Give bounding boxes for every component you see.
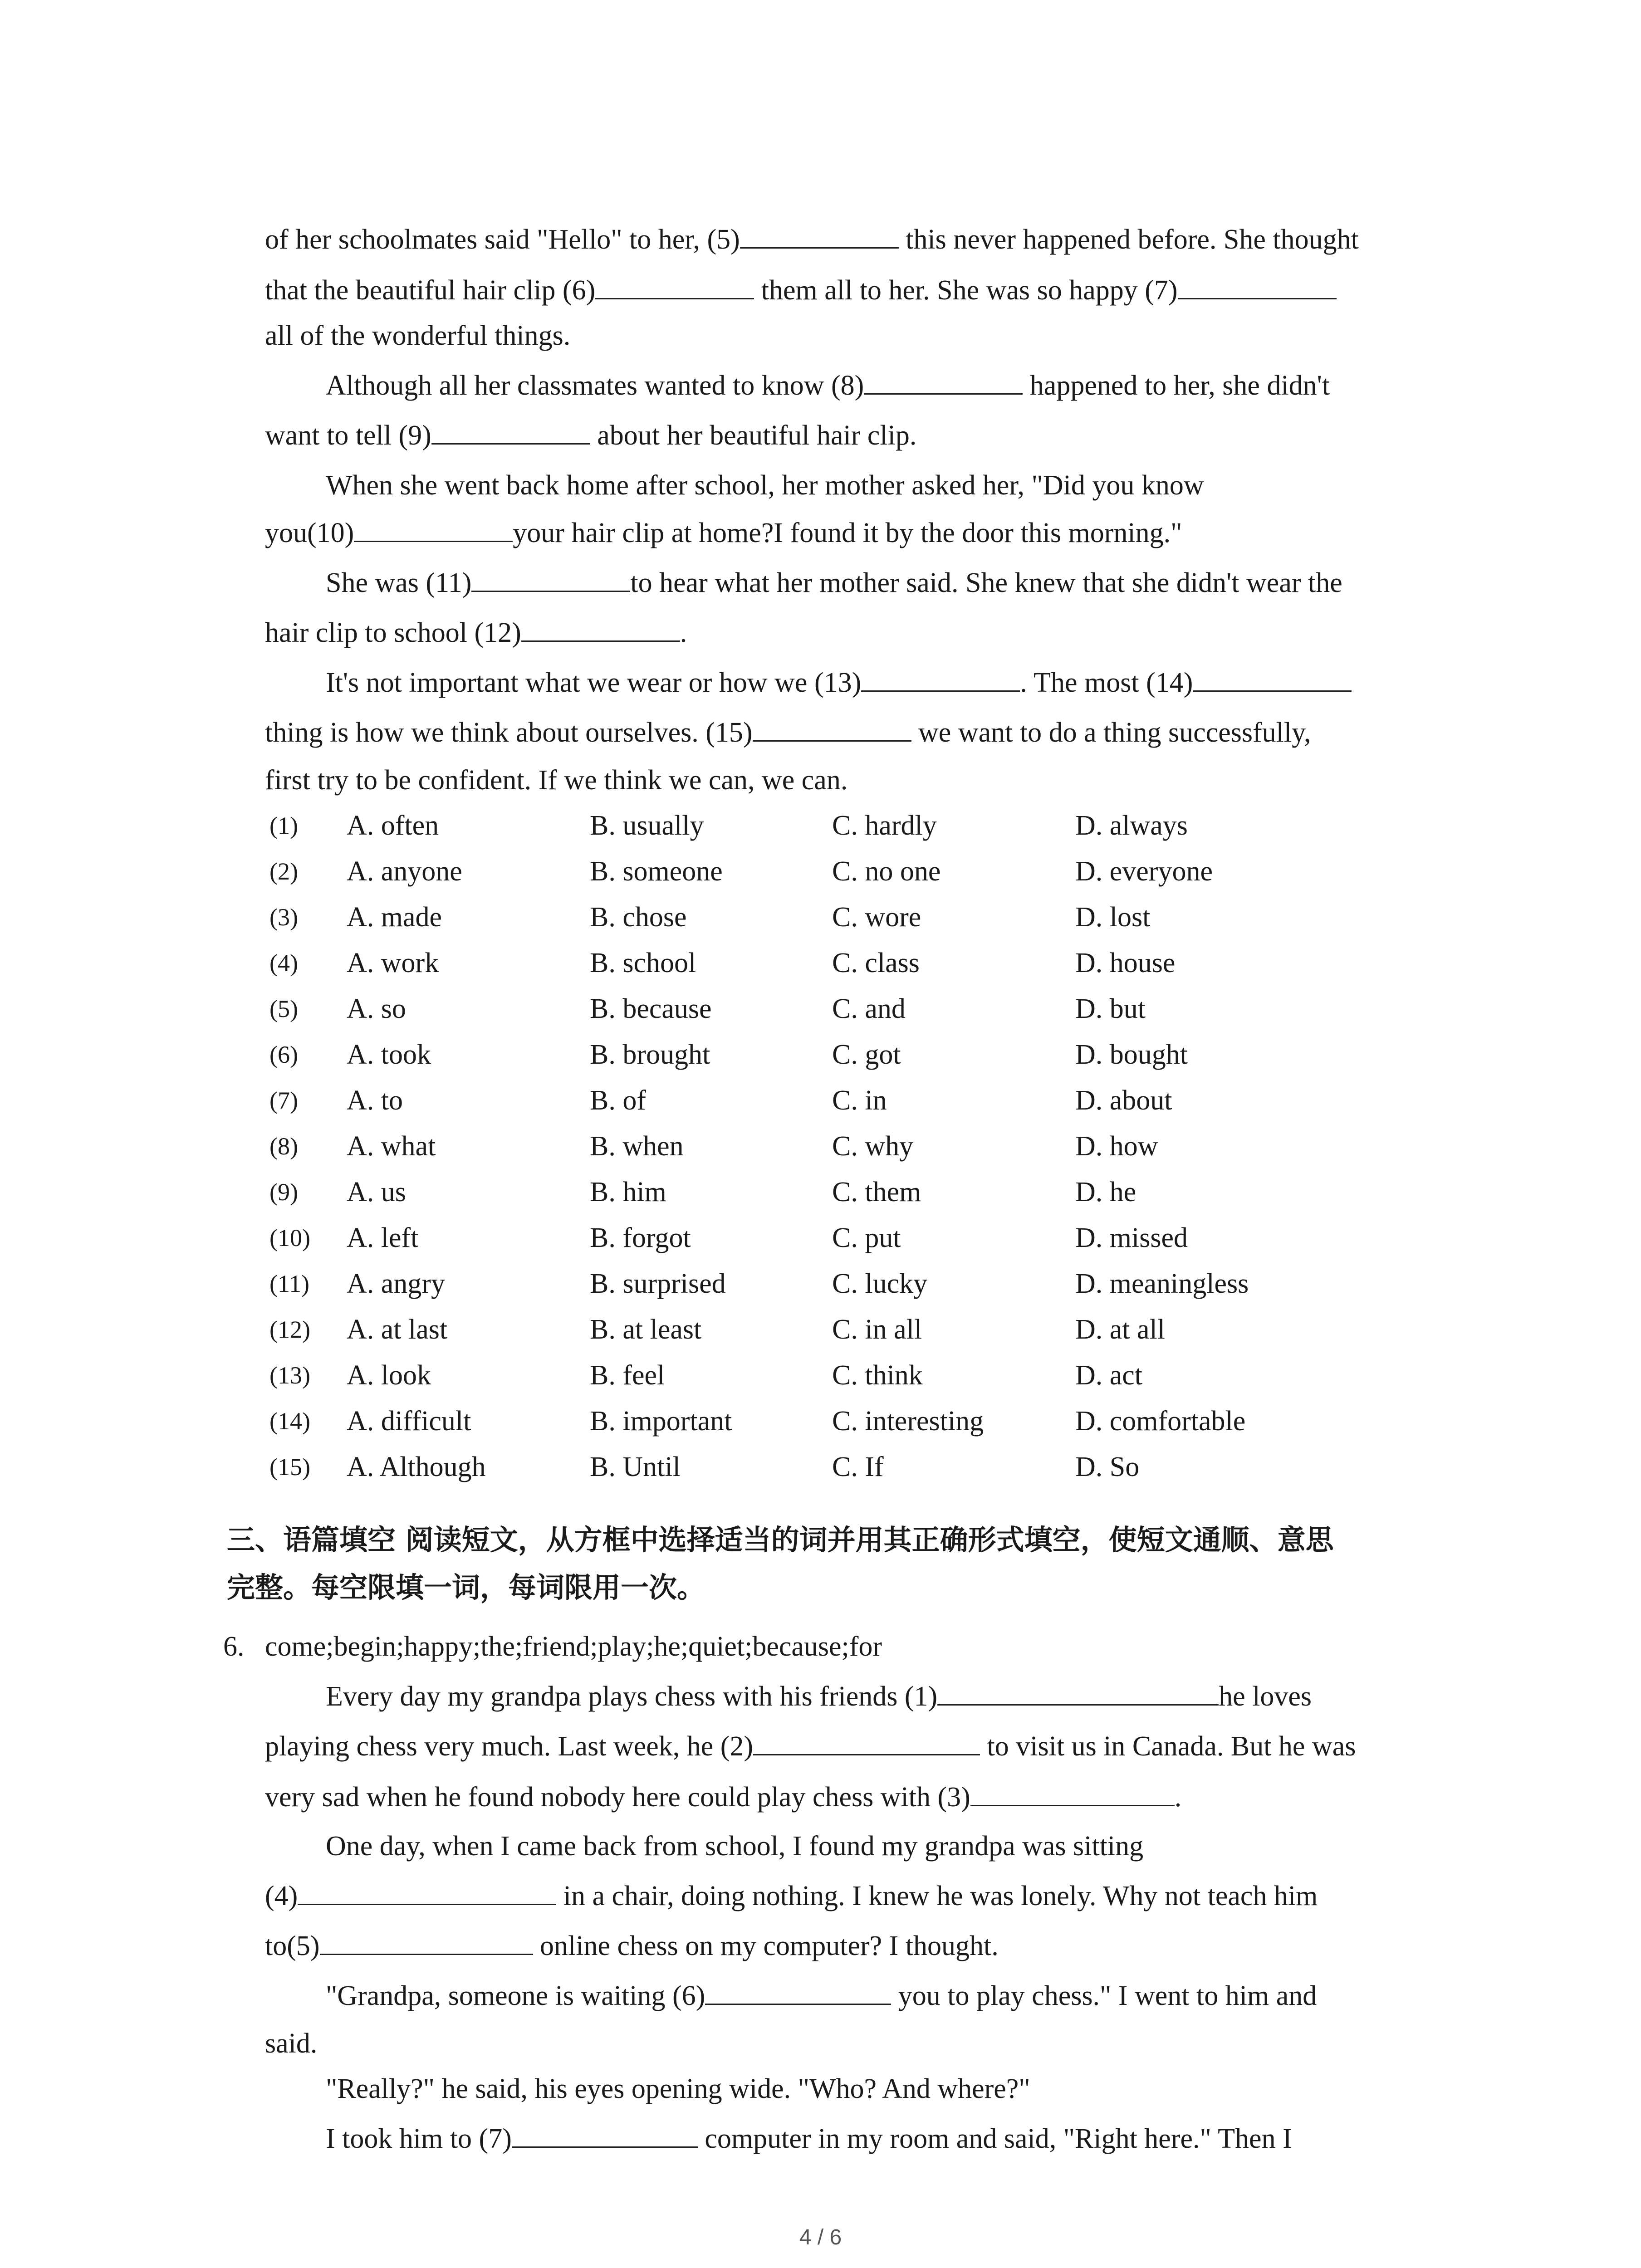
passage-line: playing chess very much. Last week, he (2) to visit us in Canada. But he was — [265, 1724, 1356, 1769]
option-choice[interactable]: A. work — [347, 948, 439, 978]
option-choice[interactable]: D. missed — [1075, 1222, 1188, 1253]
passage-line: very sad when he found nobody here could play chess with (3) . — [265, 1774, 1181, 1820]
passage-line: I took him to (7) computer in my room and said, "Right here." Then I — [326, 2116, 1292, 2161]
option-number: (9) — [269, 1178, 298, 1206]
option-choice[interactable]: A. us — [347, 1177, 406, 1207]
option-choice[interactable]: A. anyone — [347, 856, 462, 887]
option-row — [265, 1261, 1445, 1306]
passage-line: (4) in a chair, doing nothing. I knew he was lonely. Why not teach him — [265, 1873, 1318, 1919]
option-choice[interactable]: A. left — [347, 1222, 419, 1253]
answer-blank[interactable] — [861, 664, 1020, 692]
option-row — [265, 1032, 1445, 1077]
option-choice[interactable]: A. often — [347, 810, 439, 841]
option-choice[interactable]: D. at all — [1075, 1314, 1165, 1345]
answer-blank[interactable] — [753, 714, 911, 742]
option-number: (4) — [269, 949, 298, 977]
option-number: (14) — [269, 1408, 310, 1435]
passage-line: you(10) your hair clip at home?I found it by the door this morning." — [265, 510, 1182, 556]
option-number: (1) — [269, 812, 298, 839]
option-choice[interactable]: D. lost — [1075, 902, 1151, 933]
option-row — [265, 1398, 1445, 1444]
option-number: (12) — [269, 1316, 310, 1343]
answer-blank[interactable] — [970, 1779, 1175, 1806]
answer-blank[interactable] — [864, 367, 1023, 395]
option-choice[interactable]: C. them — [832, 1177, 921, 1207]
option-choice[interactable]: B. someone — [590, 856, 723, 887]
option-row — [265, 1169, 1445, 1215]
option-choice[interactable]: D. comfortable — [1075, 1406, 1246, 1437]
answer-blank[interactable] — [471, 564, 630, 592]
option-choice[interactable]: A. at last — [347, 1314, 448, 1345]
answer-blank[interactable] — [354, 514, 513, 542]
option-choice[interactable]: B. feel — [590, 1360, 665, 1391]
option-choice[interactable]: B. when — [590, 1131, 684, 1162]
option-row — [265, 894, 1445, 940]
option-choice[interactable]: D. but — [1075, 993, 1146, 1024]
answer-blank[interactable] — [753, 1728, 980, 1755]
option-choice[interactable]: D. he — [1075, 1177, 1136, 1207]
option-choice[interactable]: C. class — [832, 948, 920, 978]
option-choice[interactable]: C. lucky — [832, 1268, 928, 1299]
option-row — [265, 1444, 1445, 1490]
option-choice[interactable]: A. angry — [347, 1268, 445, 1299]
answer-blank[interactable] — [595, 272, 754, 299]
option-row — [265, 1078, 1445, 1123]
passage-line: Although all her classmates wanted to know (8) happened to her, she didn't — [326, 363, 1330, 408]
option-choice[interactable]: D. everyone — [1075, 856, 1213, 887]
option-row — [265, 1215, 1445, 1261]
option-choice[interactable]: C. why — [832, 1131, 914, 1162]
option-choice[interactable]: C. If — [832, 1452, 884, 1482]
passage-line: that the beautiful hair clip (6) them all to her. She was so happy (7) — [265, 268, 1337, 313]
option-choice[interactable]: C. no one — [832, 856, 941, 887]
option-choice[interactable]: D. meaningless — [1075, 1268, 1249, 1299]
answer-blank[interactable] — [937, 1678, 1219, 1706]
option-number: (11) — [269, 1270, 309, 1297]
option-choice[interactable]: D. bought — [1075, 1039, 1188, 1070]
passage-line: "Really?" he said, his eyes opening wide. "Who? And where?" — [326, 2073, 1030, 2104]
option-choice[interactable]: D. how — [1075, 1131, 1158, 1162]
passage-line: want to tell (9) about her beautiful hair clip. — [265, 413, 916, 458]
option-choice[interactable]: A. so — [347, 993, 406, 1024]
option-choice[interactable]: C. and — [832, 993, 906, 1024]
option-choice[interactable]: A. look — [347, 1360, 431, 1391]
passage-line: Every day my grandpa plays chess with his friends (1) he loves — [326, 1674, 1312, 1719]
passage-line: One day, when I came back from school, I found my grandpa was sitting — [326, 1831, 1144, 1862]
passage-line: first try to be confident. If we think we can, we can. — [265, 765, 848, 796]
passage-line: said. — [265, 2028, 318, 2059]
option-choice[interactable]: A. took — [347, 1039, 431, 1070]
option-choice[interactable]: B. him — [590, 1177, 666, 1207]
option-choice[interactable]: B. Until — [590, 1452, 681, 1482]
option-choice[interactable]: A. made — [347, 902, 442, 933]
passage-line: thing is how we think about ourselves. (15) we want to do a thing successfully, — [265, 710, 1311, 755]
option-choice[interactable]: C. hardly — [832, 810, 937, 841]
option-number: (5) — [269, 995, 298, 1022]
option-choice[interactable]: B. chose — [590, 902, 687, 933]
option-choice[interactable]: B. brought — [590, 1039, 710, 1070]
answer-blank[interactable] — [740, 221, 899, 249]
page-number: 4 / 6 — [799, 2225, 842, 2249]
option-row — [265, 986, 1445, 1031]
option-choice[interactable]: B. at least — [590, 1314, 702, 1345]
option-choice[interactable]: C. interesting — [832, 1406, 984, 1437]
option-choice[interactable]: C. think — [832, 1360, 923, 1391]
option-choice[interactable]: B. forgot — [590, 1222, 691, 1253]
section-title: 三、语篇填空 阅读短文，从方框中选择适当的词并用其正确形式填空，使短文通顺、意思 — [227, 1523, 1334, 1556]
option-choice[interactable]: C. put — [832, 1222, 901, 1253]
option-choice[interactable]: C. in all — [832, 1314, 922, 1345]
word-box: come;begin;happy;the;friend;play;he;quiet;because;for — [265, 1631, 882, 1662]
passage-line: When she went back home after school, her mother asked her, "Did you know — [326, 470, 1204, 501]
answer-blank[interactable] — [521, 614, 680, 642]
answer-blank[interactable] — [1193, 664, 1352, 692]
option-row — [265, 849, 1445, 894]
option-choice[interactable]: D. So — [1075, 1452, 1140, 1482]
section-title: 完整。每空限填一词，每词限用一次。 — [227, 1571, 705, 1604]
option-number: (15) — [269, 1453, 310, 1481]
option-choice[interactable]: A. Although — [347, 1452, 486, 1482]
option-choice[interactable]: B. important — [590, 1406, 732, 1437]
option-choice[interactable]: D. always — [1075, 810, 1188, 841]
option-number: (10) — [269, 1224, 310, 1251]
answer-blank[interactable] — [512, 2120, 698, 2148]
option-row — [265, 1307, 1445, 1352]
passage-line: hair clip to school (12) . — [265, 610, 687, 655]
option-choice[interactable]: A. to — [347, 1085, 403, 1116]
option-choice[interactable]: D. house — [1075, 948, 1176, 978]
option-choice[interactable]: B. because — [590, 993, 712, 1024]
option-number: (13) — [269, 1362, 310, 1389]
passage-line: "Grandpa, someone is waiting (6) you to play chess." I went to him and — [326, 1973, 1317, 2019]
answer-blank[interactable] — [1178, 272, 1337, 299]
option-choice[interactable]: B. surprised — [590, 1268, 726, 1299]
passage-line: of her schoolmates said "Hello" to her, (5) this never happened before. She thought — [265, 217, 1359, 262]
option-choice[interactable]: D. about — [1075, 1085, 1172, 1116]
answer-blank[interactable] — [705, 1977, 891, 2005]
passage-line: She was (11) to hear what her mother said. She knew that she didn't wear the — [326, 560, 1342, 606]
option-choice[interactable]: B. of — [590, 1085, 646, 1116]
option-choice[interactable]: C. in — [832, 1085, 887, 1116]
option-row — [265, 1353, 1445, 1398]
question-number: 6. — [223, 1631, 245, 1662]
option-choice[interactable]: C. wore — [832, 902, 921, 933]
passage-line: all of the wonderful things. — [265, 320, 571, 351]
option-choice[interactable]: A. what — [347, 1131, 436, 1162]
answer-blank[interactable] — [320, 1927, 533, 1955]
option-row — [265, 940, 1445, 986]
option-choice[interactable]: D. act — [1075, 1360, 1143, 1391]
answer-blank[interactable] — [431, 417, 590, 445]
option-number: (6) — [269, 1041, 298, 1068]
option-row — [265, 803, 1445, 848]
option-choice[interactable]: B. school — [590, 948, 696, 978]
option-choice[interactable]: A. difficult — [347, 1406, 471, 1437]
passage-line: to(5) online chess on my computer? I thought. — [265, 1923, 999, 1969]
option-number: (2) — [269, 858, 298, 885]
option-number: (3) — [269, 904, 298, 931]
answer-blank[interactable] — [298, 1877, 556, 1905]
passage-line: It's not important what we wear or how we (13) . The most (14) — [326, 660, 1352, 705]
option-number: (8) — [269, 1133, 298, 1160]
option-choice[interactable]: B. usually — [590, 810, 704, 841]
option-number: (7) — [269, 1087, 298, 1114]
option-choice[interactable]: C. got — [832, 1039, 901, 1070]
option-row — [265, 1124, 1445, 1169]
